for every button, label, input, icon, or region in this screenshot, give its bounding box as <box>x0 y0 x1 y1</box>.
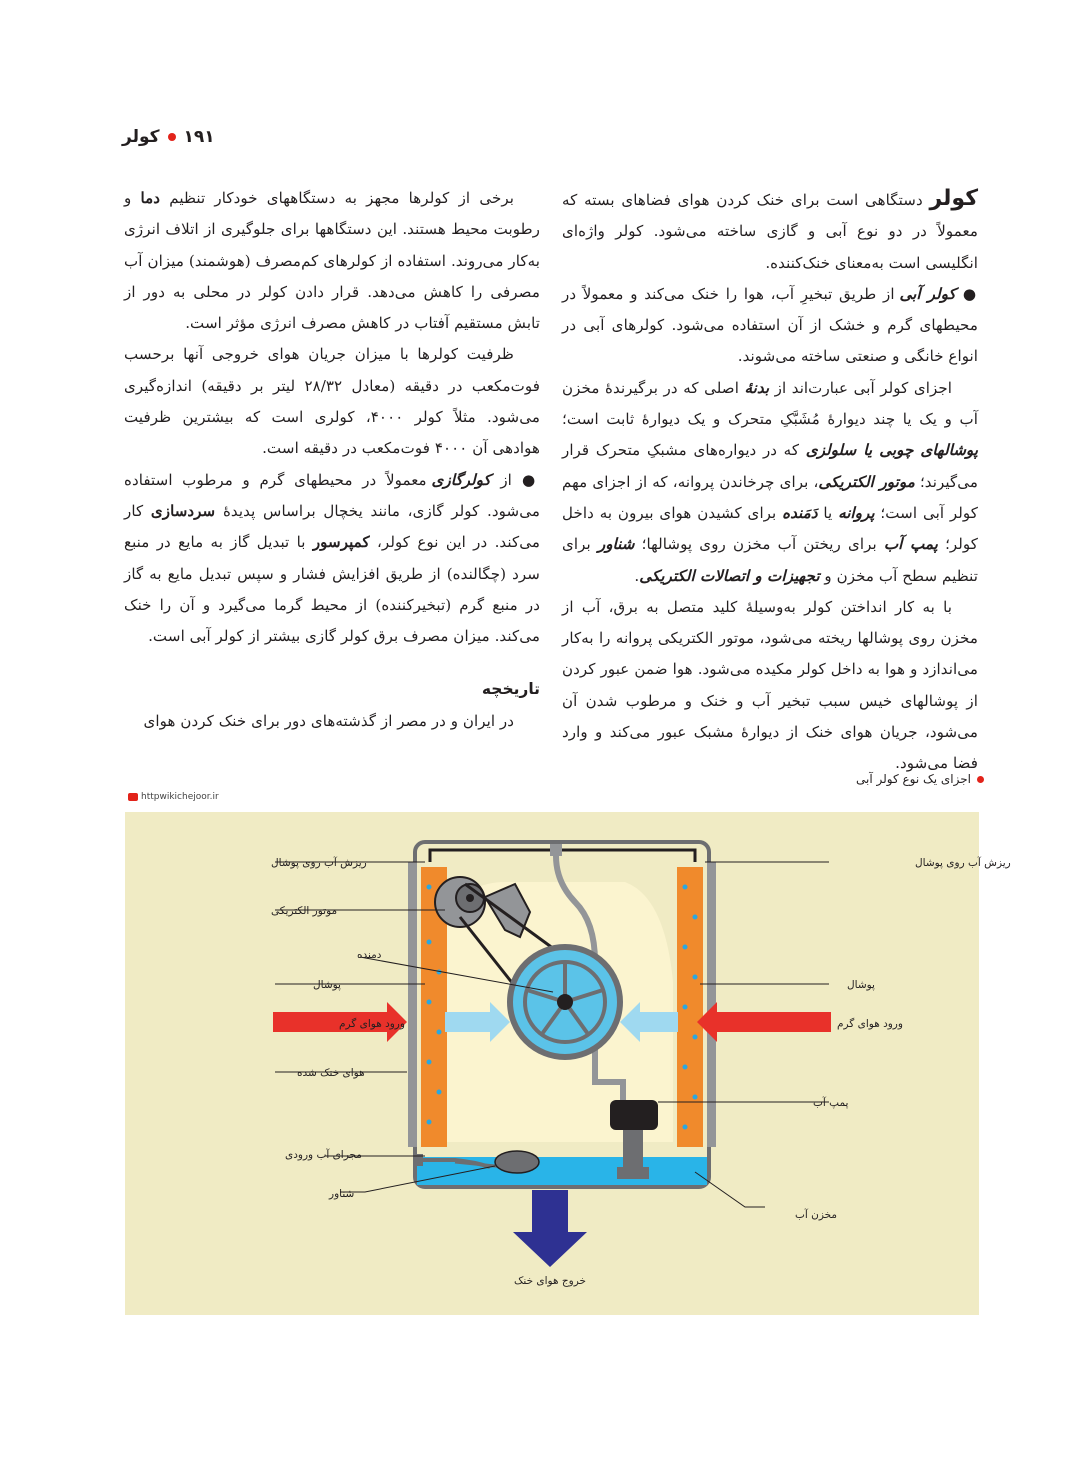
label-water-drip-left: ریزش آب روی پوشال <box>271 857 367 869</box>
figure-caption: اجزای یک نوع کولر آبی <box>856 772 984 786</box>
left-column <box>124 183 540 737</box>
history-paragraph: در ایران و در مصر از گذشته‌های دور برای خنک کردن هوای <box>143 711 514 730</box>
page-number: ۱۹۱ <box>183 127 215 147</box>
pad-right <box>677 867 703 1147</box>
bullet-icon: ● <box>511 470 540 489</box>
label-pad-left: پوشال <box>313 979 341 991</box>
right-column <box>562 183 978 780</box>
bullet-dot-icon <box>168 133 176 141</box>
water-cooler-paragraph: ● کولر آبی از طریق تبخیرِ آب، هوا را خنک می‌کند و معمولاً در محیطهای گرم و خشک از آن استفاده می‌شود. کولرهای آبی در انواع خانگی و صنعتی ساخته می‌شوند. <box>562 284 978 366</box>
label-blower: دمنده <box>357 949 382 961</box>
pump-icon <box>610 1100 658 1130</box>
label-hot-air-right: ورود هوای گرم <box>837 1018 903 1030</box>
history-heading: تاریخچه <box>481 680 540 699</box>
float-icon <box>495 1151 539 1173</box>
label-motor: موتور الکتریکی <box>271 905 338 917</box>
components-paragraph: اجزای کولر آبی عبارت‌اند از بدنهٔ اصلی که در برگیرندهٔ مخزن آب و یک یا چند دیوارهٔ مُشَبَّکِ متحرک و یک دیوارهٔ ثابت است؛ پوشالهای چوبی یا سلولزی که در دیواره‌های مشبکِ متحرک قرار می‌گیرند؛ موتور الکتریکی، برای چرخاندن پروانه، که از اجزای مهم کولر آبی است؛ پروانه یا دَمَنده برای کشیدن هوای بیرون به داخل کولر؛ پمپ آب برای ریختن آب مخزن روی پوشالها؛ شناور برای تنظیم سطح آب مخزن و تجهیزات و اتصالات الکتریکی. <box>562 378 978 585</box>
label-water-inlet: مجرای آب ورودی <box>285 1149 362 1161</box>
capacity-paragraph: ظرفیت کولرها با میزان جریان هوای خروجی آنها برحسب فوت‌مکعب در دقیقه (معادل ۲۸/۳۲ لیتر بر دقیقه) اندازه‌گیری می‌شود. مثلاً کولر ۴۰۰۰، کولری است که بیشترین ظرفیت هوادهی آن ۴۰۰۰ فوت‌مکعب در دقیقه است. <box>124 345 540 458</box>
page-header <box>122 124 215 150</box>
label-pad-right: پوشال <box>847 979 875 991</box>
intro-paragraph: کولر دستگاهی است برای خنک کردن هوای فضاهای بسته که معمولاً در دو نوع آبی و گازی ساخته می‌شود. کولر واژه‌ای انگلیسی است به‌معنای خنک‌کننده. <box>562 186 978 272</box>
label-cooled-air: هوای خنک شده <box>297 1067 365 1079</box>
running-title: کولر <box>122 127 160 147</box>
label-water-drip-right: ریزش آب روی پوشال <box>915 857 1011 869</box>
label-pump: پمپ آب <box>813 1097 849 1109</box>
label-tank: مخزن آب <box>795 1209 838 1221</box>
automation-paragraph: برخی از کولرها مجهز به دستگاههای خودکار تنظیم دما و رطوبت محیط هستند. این دستگاهها برای جلوگیری از اتلاف انرژی به‌کار می‌روند. استفاده از کولرهای کم‌مصرف (هوشمند) میزان آب مصرفی را کاهش می‌دهد. قرار دادن کولر در محلی به دور از تابش مستقیم آفتاب در کاهش مصرف انرژی مؤثر است. <box>124 189 540 333</box>
cooler-diagram <box>125 812 1011 1315</box>
bullet-icon: ● <box>955 284 978 303</box>
caption-dot-icon <box>977 776 984 783</box>
pipe-tee <box>550 844 562 856</box>
figure-source: httpwikichejoor.ir <box>128 792 219 802</box>
label-float: شناور <box>329 1188 355 1200</box>
label-cool-air-out: خروج هوای خنک <box>514 1275 586 1287</box>
grille-left <box>408 862 417 1147</box>
label-hot-air-left: ورود هوای گرم <box>339 1018 405 1030</box>
source-logo-icon <box>128 793 138 801</box>
entry-term: کولر <box>929 186 978 211</box>
gas-cooler-paragraph: ● از کولرگازی معمولاً در محیطهای گرم و مرطوب استفاده می‌شود. کولر گازی، مانند یخچال براساس پدیدهٔ سردسازی کار می‌کند. در این نوع کولر، کمپرسور با تبدیل گاز به مایع در منبع سرد (چگالنده) از طریق افزایش فشار و سپس تبدیل مایع به گاز در منبع گرم (تبخیرکننده) از محیط گرما می‌گیرد و آن را خنک می‌کند. میزان مصرف برق کولر گازی بیشتر از کولر آبی است. <box>124 470 540 646</box>
operation-paragraph: با به کار انداختن کولر به‌وسیلهٔ کلید متصل به برق، آب از مخزن روی پوشالها ریخته می‌شود، موتور الکتریکی پروانه را به‌کار می‌اندازد و هوا به داخل کولر مکیده می‌شود. هوا ضمن عبور کردن از پوشالهای خیس سبب تبخیر آب و خنک و مرطوب شدن آن می‌شود، جریان هوای خنک از دیوارهٔ مشبک عبور می‌کند و وارد فضا می‌شود. <box>562 597 978 773</box>
